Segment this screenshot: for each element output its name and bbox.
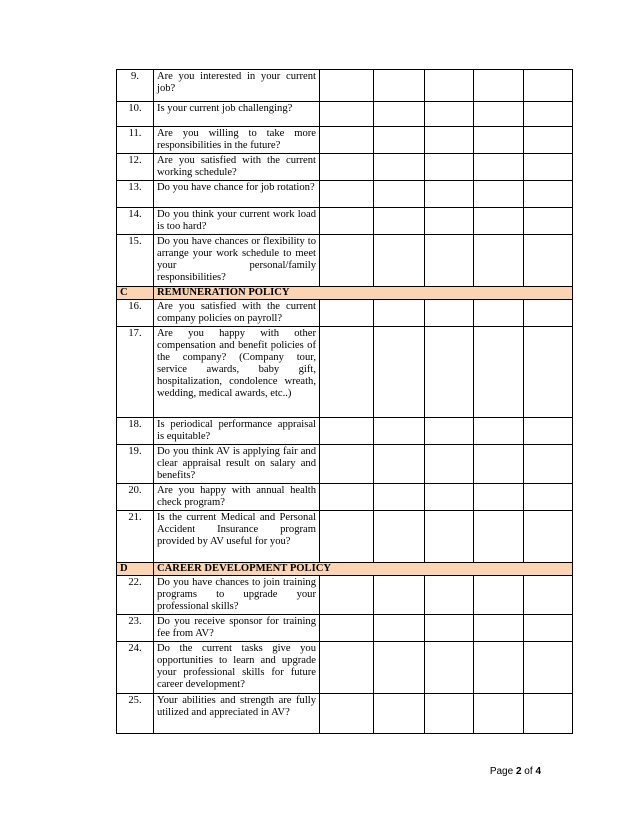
question-text: Is periodical performance appraisal is equitable? (154, 418, 320, 445)
question-number: 21. (117, 511, 154, 563)
question-row (117, 327, 573, 418)
rating-cell-3[interactable] (425, 694, 474, 734)
question-number: 13. (117, 181, 154, 208)
section-header-row (117, 287, 573, 300)
rating-cell-1[interactable] (320, 418, 374, 445)
rating-cell-2[interactable] (374, 642, 425, 694)
rating-cell-3[interactable] (425, 102, 474, 127)
rating-cell-3[interactable] (425, 235, 474, 287)
question-text: Do you think AV is applying fair and clear appraisal result on salary and benefits? (154, 445, 320, 484)
rating-cell-4[interactable] (474, 445, 524, 484)
section-letter: C (117, 287, 154, 300)
rating-cell-4[interactable] (474, 694, 524, 734)
rating-cell-1[interactable] (320, 70, 374, 102)
question-number: 14. (117, 208, 154, 235)
rating-cell-2[interactable] (374, 127, 425, 154)
rating-cell-4[interactable] (474, 418, 524, 445)
question-row (117, 70, 573, 102)
question-text: Do you think your current work load is too hard? (154, 208, 320, 235)
rating-cell-2[interactable] (374, 208, 425, 235)
rating-cell-4[interactable] (474, 615, 524, 642)
rating-cell-3[interactable] (425, 127, 474, 154)
rating-cell-4[interactable] (474, 642, 524, 694)
question-number: 10. (117, 102, 154, 127)
rating-cell-1[interactable] (320, 576, 374, 615)
question-text: Do you have chance for job rotation? (154, 181, 320, 208)
question-row (117, 615, 573, 642)
rating-cell-5[interactable] (524, 576, 573, 615)
rating-cell-5[interactable] (524, 300, 573, 327)
section-letter: D (117, 563, 154, 576)
rating-cell-2[interactable] (374, 418, 425, 445)
rating-cell-1[interactable] (320, 445, 374, 484)
question-number: 12. (117, 154, 154, 181)
rating-cell-5[interactable] (524, 235, 573, 287)
total-pages: 4 (535, 766, 541, 777)
rating-cell-3[interactable] (425, 484, 474, 511)
rating-cell-5[interactable] (524, 445, 573, 484)
question-number: 17. (117, 327, 154, 418)
question-number: 16. (117, 300, 154, 327)
rating-cell-3[interactable] (425, 445, 474, 484)
question-number: 20. (117, 484, 154, 511)
rating-cell-4[interactable] (474, 102, 524, 127)
rating-cell-2[interactable] (374, 511, 425, 563)
rating-cell-3[interactable] (425, 511, 474, 563)
question-row (117, 642, 573, 694)
question-text: Do you receive sponsor for training fee from AV? (154, 615, 320, 642)
rating-cell-5[interactable] (524, 127, 573, 154)
rating-cell-1[interactable] (320, 208, 374, 235)
rating-cell-4[interactable] (474, 208, 524, 235)
rating-cell-2[interactable] (374, 154, 425, 181)
question-row (117, 154, 573, 181)
rating-cell-2[interactable] (374, 70, 425, 102)
question-text: Are you willing to take more responsibilities in the future? (154, 127, 320, 154)
question-text: Are you satisfied with the current company policies on payroll? (154, 300, 320, 327)
question-number: 18. (117, 418, 154, 445)
rating-cell-3[interactable] (425, 327, 474, 418)
question-row (117, 694, 573, 734)
rating-cell-4[interactable] (474, 154, 524, 181)
rating-cell-3[interactable] (425, 154, 474, 181)
question-text: Are you interested in your current job? (154, 70, 320, 102)
question-text: Are you satisfied with the current working schedule? (154, 154, 320, 181)
question-number: 22. (117, 576, 154, 615)
question-number: 23. (117, 615, 154, 642)
rating-cell-3[interactable] (425, 300, 474, 327)
rating-cell-3[interactable] (425, 208, 474, 235)
rating-cell-4[interactable] (474, 511, 524, 563)
rating-cell-2[interactable] (374, 484, 425, 511)
rating-cell-5[interactable] (524, 102, 573, 127)
question-row (117, 181, 573, 208)
question-text: Are you happy with annual health check program? (154, 484, 320, 511)
rating-cell-4[interactable] (474, 327, 524, 418)
question-row (117, 445, 573, 484)
rating-cell-5[interactable] (524, 484, 573, 511)
section-title: REMUNERATION POLICY (154, 287, 573, 300)
rating-cell-1[interactable] (320, 327, 374, 418)
rating-cell-3[interactable] (425, 615, 474, 642)
rating-cell-5[interactable] (524, 181, 573, 208)
rating-cell-3[interactable] (425, 642, 474, 694)
question-text: Do you have chances to join training programs to upgrade your professional skills? (154, 576, 320, 615)
rating-cell-4[interactable] (474, 300, 524, 327)
rating-cell-3[interactable] (425, 181, 474, 208)
section-title: CAREER DEVELOPMENT POLICY (154, 563, 573, 576)
page-footer: Page 2 of 4 (489, 766, 541, 777)
rating-cell-5[interactable] (524, 418, 573, 445)
rating-cell-5[interactable] (524, 642, 573, 694)
question-row (117, 102, 573, 127)
survey-table (116, 69, 573, 734)
question-row (117, 576, 573, 615)
rating-cell-5[interactable] (524, 327, 573, 418)
question-number: 24. (117, 642, 154, 694)
rating-cell-1[interactable] (320, 615, 374, 642)
question-number: 9. (117, 70, 154, 102)
rating-cell-1[interactable] (320, 484, 374, 511)
rating-cell-1[interactable] (320, 235, 374, 287)
rating-cell-2[interactable] (374, 576, 425, 615)
section-header-row (117, 563, 573, 576)
rating-cell-2[interactable] (374, 615, 425, 642)
rating-cell-5[interactable] (524, 70, 573, 102)
rating-cell-1[interactable] (320, 694, 374, 734)
rating-cell-5[interactable] (524, 154, 573, 181)
rating-cell-4[interactable] (474, 127, 524, 154)
question-text: Is the current Medical and Personal Accident Insurance program provided by AV useful for you? (154, 511, 320, 563)
question-text: Is your current job challenging? (154, 102, 320, 127)
question-text: Do you have chances or flexibility to arrange your work schedule to meet your personal/family responsibilities? (154, 235, 320, 287)
rating-cell-1[interactable] (320, 102, 374, 127)
question-number: 19. (117, 445, 154, 484)
question-row (117, 300, 573, 327)
rating-cell-1[interactable] (320, 642, 374, 694)
question-number: 15. (117, 235, 154, 287)
question-row (117, 511, 573, 563)
rating-cell-2[interactable] (374, 102, 425, 127)
question-row (117, 208, 573, 235)
rating-cell-5[interactable] (524, 615, 573, 642)
question-row (117, 127, 573, 154)
question-text: Are you happy with other compensation and benefit policies of the company? (Company tour, service awards, baby gift, hospitalization, condolence wreath, wedding, medical awards, etc..) (154, 327, 320, 418)
rating-cell-3[interactable] (425, 70, 474, 102)
question-row (117, 484, 573, 511)
rating-cell-4[interactable] (474, 484, 524, 511)
rating-cell-1[interactable] (320, 511, 374, 563)
question-text: Do the current tasks give you opportunities to learn and upgrade your professional skills for future career development? (154, 642, 320, 694)
rating-cell-1[interactable] (320, 154, 374, 181)
question-number: 11. (117, 127, 154, 154)
rating-cell-1[interactable] (320, 300, 374, 327)
rating-cell-4[interactable] (474, 70, 524, 102)
rating-cell-4[interactable] (474, 576, 524, 615)
rating-cell-4[interactable] (474, 181, 524, 208)
rating-cell-2[interactable] (374, 181, 425, 208)
rating-cell-2[interactable] (374, 445, 425, 484)
rating-cell-5[interactable] (524, 208, 573, 235)
rating-cell-1[interactable] (320, 127, 374, 154)
rating-cell-3[interactable] (425, 576, 474, 615)
rating-cell-5[interactable] (524, 694, 573, 734)
rating-cell-1[interactable] (320, 181, 374, 208)
question-text: Your abilities and strength are fully utilized and appreciated in AV? (154, 694, 320, 734)
rating-cell-4[interactable] (474, 235, 524, 287)
rating-cell-2[interactable] (374, 235, 425, 287)
rating-cell-3[interactable] (425, 418, 474, 445)
rating-cell-5[interactable] (524, 511, 573, 563)
rating-cell-2[interactable] (374, 327, 425, 418)
current-page: 2 (515, 766, 522, 777)
rating-cell-2[interactable] (374, 694, 425, 734)
question-row (117, 235, 573, 287)
question-number: 25. (117, 694, 154, 734)
rating-cell-2[interactable] (374, 300, 425, 327)
question-row (117, 418, 573, 445)
